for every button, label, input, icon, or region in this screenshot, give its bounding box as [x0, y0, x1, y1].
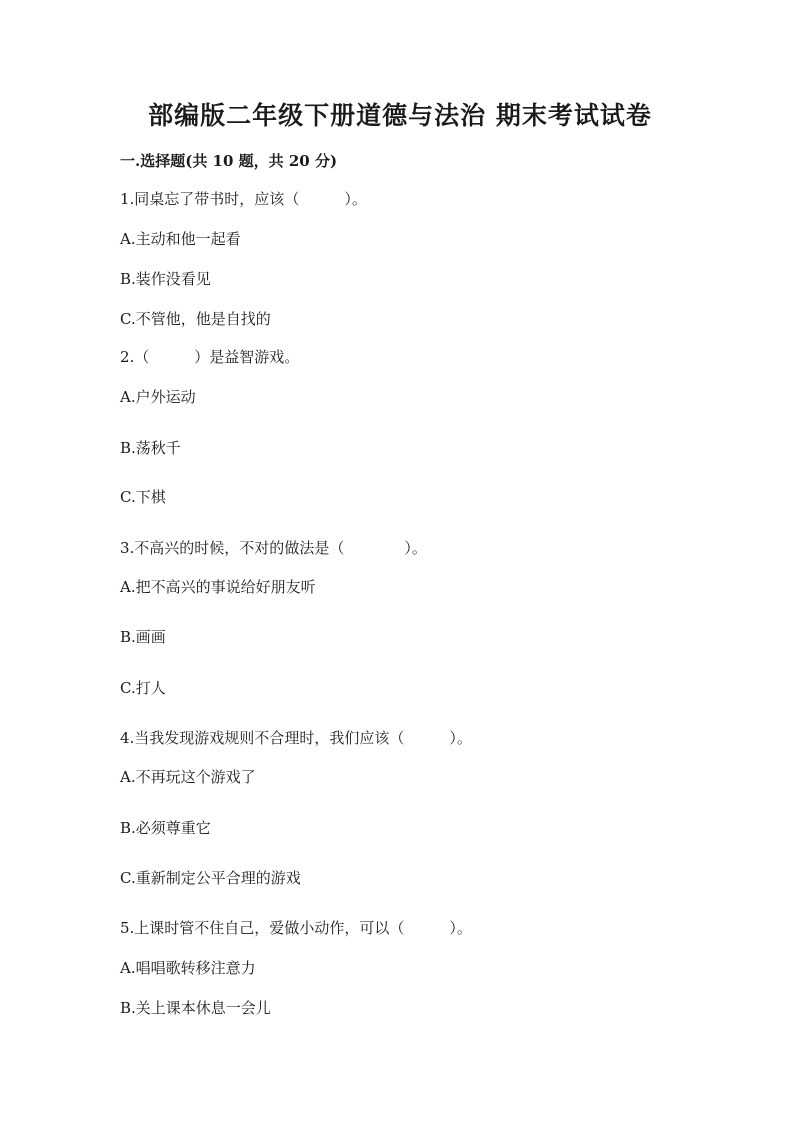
option-item: B.荡秋千 [120, 439, 181, 457]
option-item: A.不再玩这个游戏了 [120, 768, 256, 786]
question-stem: 1.同桌忘了带书时，应该（ ）。 [120, 190, 367, 208]
exam-title: 部编版二年级下册道德与法治 期末考试试卷 [148, 101, 652, 130]
option-item: C.打人 [120, 679, 166, 697]
question-stem: 4.当我发现游戏规则不合理时，我们应该（ ）。 [120, 729, 472, 747]
question-stem: 5.上课时管不住自己，爱做小动作，可以（ ）。 [120, 919, 472, 937]
option-item: A.唱唱歌转移注意力 [120, 959, 256, 977]
option-item: C.重新制定公平合理的游戏 [120, 869, 301, 887]
option-item: B.必须尊重它 [120, 819, 211, 837]
section-heading: 一.选择题(共 10 题，共 20 分) [120, 152, 338, 170]
option-item: C.下棋 [120, 488, 166, 506]
option-item: A.把不高兴的事说给好朋友听 [120, 578, 316, 596]
option-item: C.不管他，他是自找的 [120, 310, 271, 328]
option-item: B.关上课本休息一会儿 [120, 999, 271, 1017]
option-item: A.主动和他一起看 [120, 230, 241, 248]
option-item: A.户外运动 [120, 388, 196, 406]
option-item: B.装作没看见 [120, 270, 211, 288]
question-stem: 3.不高兴的时候，不对的做法是（ ）。 [120, 539, 427, 557]
question-stem: 2.（ ）是益智游戏。 [120, 348, 300, 366]
option-item: B.画画 [120, 628, 166, 646]
